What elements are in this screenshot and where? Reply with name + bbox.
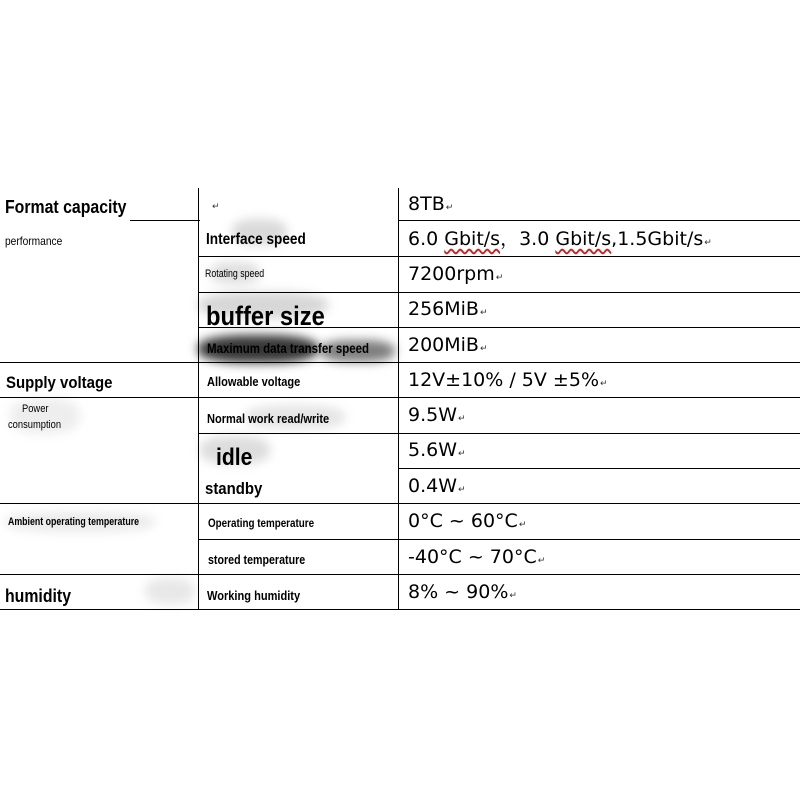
parameter-stored-temperature: stored temperature [208, 552, 306, 567]
paragraph-mark: ↵ [212, 202, 220, 212]
row-divider [130, 220, 200, 221]
value-operating-temperature: 0°C ~ 60°C↵ [408, 510, 527, 532]
parameter-max-transfer-speed: Maximum data transfer speed [207, 340, 370, 356]
value-stored-temperature: -40°C ~ 70°C↵ [408, 546, 546, 568]
category-performance: performance [5, 234, 63, 248]
category-power-consumption-line1: Power [22, 403, 49, 415]
value-idle: 5.6W↵ [408, 439, 466, 461]
parameter-normal-read-write: Normal work read/write [207, 411, 330, 426]
value-standby: 0.4W↵ [408, 475, 466, 497]
row-divider [0, 609, 800, 610]
value-working-humidity: 8% ~ 90%↵ [408, 581, 517, 603]
row-divider [198, 539, 800, 540]
value-normal-read-write: 9.5W↵ [408, 404, 466, 426]
row-divider [398, 468, 800, 469]
category-supply-voltage: Supply voltage [6, 373, 113, 392]
category-ambient-temperature: Ambient operating temperature [8, 516, 140, 528]
parameter-idle: idle [216, 444, 253, 471]
parameter-interface-speed: Interface speed [206, 231, 306, 248]
row-divider [0, 503, 800, 504]
row-divider [198, 433, 800, 434]
column-divider [398, 188, 399, 610]
value-rotating-speed: 7200rpm↵ [408, 263, 504, 285]
parameter-rotating-speed: Rotating speed [205, 268, 265, 280]
value-allowable-voltage: 12V±10% / 5V ±5%↵ [408, 369, 608, 391]
value-interface-speed: 6.0 Gbit/s，3.0 Gbit/s,1.5Gbit/s↵ [408, 228, 712, 250]
category-power-consumption-line2: consumption [8, 419, 62, 431]
row-divider [0, 397, 800, 398]
smudge-artifact [145, 578, 195, 604]
row-divider [0, 362, 800, 363]
value-buffer-size: 256MiB↵ [408, 298, 488, 320]
column-divider [198, 188, 199, 610]
value-max-transfer-speed: 200MiB↵ [408, 334, 488, 356]
parameter-working-humidity: Working humidity [207, 588, 301, 603]
row-divider [398, 220, 800, 221]
parameter-operating-temperature: Operating temperature [208, 516, 315, 530]
row-divider [198, 292, 800, 293]
row-divider [198, 256, 800, 257]
value-format-capacity: 8TB↵ [408, 193, 454, 215]
parameter-standby: standby [205, 479, 263, 498]
category-humidity: humidity [5, 586, 71, 606]
parameter-buffer-size: buffer size [206, 301, 325, 331]
row-divider [0, 574, 800, 575]
category-format-capacity: Format capacity [5, 197, 127, 217]
parameter-allowable-voltage: Allowable voltage [207, 374, 301, 389]
